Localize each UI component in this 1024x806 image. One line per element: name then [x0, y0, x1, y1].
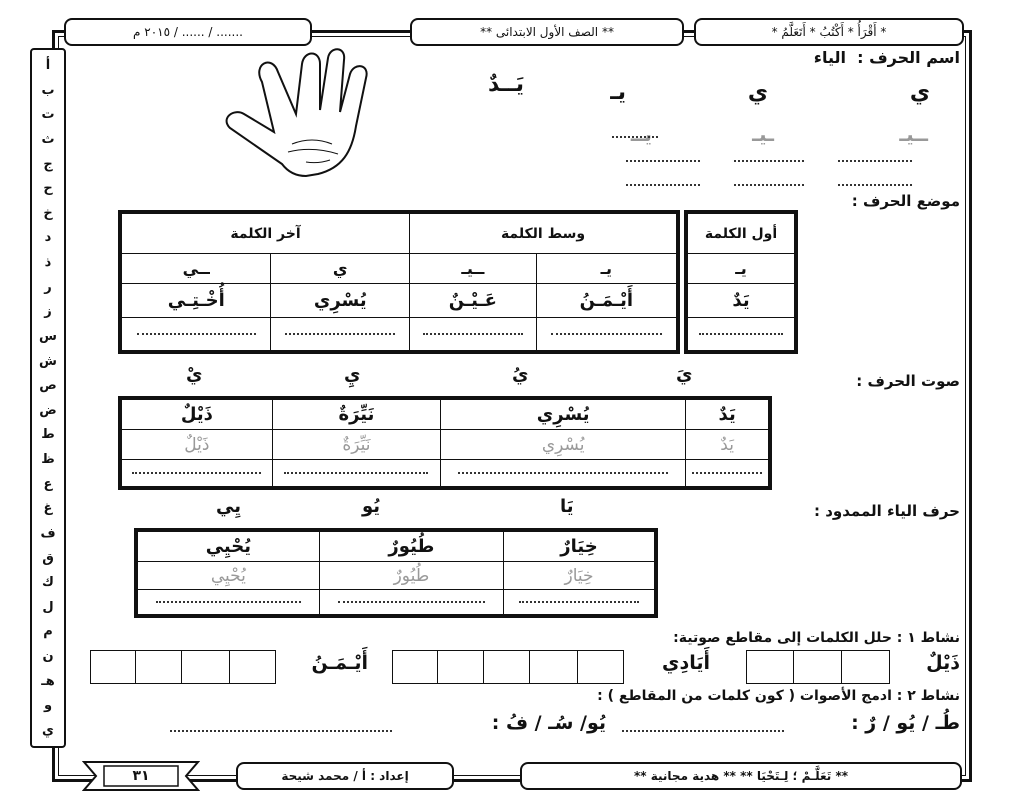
trace-medial-2: ـيـ: [752, 122, 774, 146]
alphabet-letter: ش: [39, 353, 57, 369]
author-pill: [236, 762, 454, 790]
activity1-word-3: أَيْـمَـنُ: [311, 652, 368, 674]
writing-cell: [441, 460, 686, 487]
motto-pill: [694, 18, 964, 46]
alphabet-letter: و: [43, 698, 53, 714]
alphabet-letter: ف: [40, 525, 56, 541]
first-letter: يـ: [688, 254, 795, 284]
madd-table: [134, 528, 658, 618]
syllable-box[interactable]: [392, 650, 438, 684]
activity1-word-1: ذَيْلٌ: [926, 652, 960, 674]
writing-line: [838, 184, 912, 186]
madd-mark-ya: يِي: [216, 496, 241, 517]
form-initial: يـ: [610, 80, 626, 105]
syllable-boxes-3: [90, 650, 276, 684]
sound-mark-kasra: يِ: [344, 364, 361, 385]
sound-label: صوت الحرف :: [856, 372, 960, 390]
madd-trace-3: يُحْيِي: [138, 562, 320, 590]
writing-cell: [504, 590, 655, 615]
middle-word-1: أَيْـمَـنُ: [536, 284, 676, 318]
answer-line: [170, 730, 392, 732]
syllable-boxes-2: [392, 650, 624, 684]
activity1-word-2: أَيَادِي: [662, 652, 710, 674]
syllable-box[interactable]: [530, 650, 578, 684]
middle-word-2: عَـيْـنٌ: [410, 284, 537, 318]
syllable-box[interactable]: [136, 650, 182, 684]
syllable-box[interactable]: [578, 650, 624, 684]
last-letter-1: ي: [271, 254, 410, 284]
alphabet-letter: ن: [42, 649, 54, 664]
form-example-word: يَــدٌ: [487, 72, 524, 97]
writing-cell: [686, 460, 769, 487]
alphabet-letter: ص: [39, 378, 57, 394]
writing-cell: [122, 460, 273, 487]
madd-mark-alif: يَا: [560, 496, 574, 517]
syllable-box[interactable]: [182, 650, 230, 684]
sound-trace-4: ذَيْلٌ: [122, 430, 273, 460]
sound-word-3: نَيِّرَةٌ: [272, 400, 440, 430]
grade-text: ** الصف الأول الابتدائى **: [480, 25, 614, 39]
syllable-box[interactable]: [230, 650, 276, 684]
alphabet-letter: هـ: [41, 673, 55, 689]
sound-mark-damma: يُ: [512, 364, 529, 385]
alphabet-letter: ت: [41, 107, 55, 123]
alphabet-letter: غ: [43, 501, 53, 517]
madd-word-1: خِيَارٌ: [504, 532, 655, 562]
writing-line: [612, 136, 658, 138]
alphabet-letter: ض: [39, 402, 57, 418]
alphabet-letter: خ: [43, 205, 53, 221]
sound-mark-sukun: يْ: [186, 364, 203, 385]
activity2-label: نشاط ٢ : ادمج الأصوات ( كون كلمات من المقاطع ) :: [597, 688, 960, 704]
alphabet-letter: ب: [41, 82, 55, 98]
writing-line: [626, 184, 700, 186]
writing-cell: [536, 318, 676, 351]
letter-name-label: اسم الحرف :: [857, 48, 960, 67]
letter-name-value: الياء: [813, 48, 846, 67]
last-letter-2: ــي: [122, 254, 271, 284]
position-table-middle-last: [118, 210, 680, 354]
alphabet-letter: ذ: [44, 255, 52, 270]
form-final: ي: [747, 80, 768, 105]
sound-mark-fatha: يَ: [676, 364, 693, 385]
middle-letter-2: ــيـ: [410, 254, 537, 284]
alphabet-letter: د: [44, 230, 52, 246]
position-label: موضع الحرف :: [851, 192, 960, 210]
madd-word-2: طُيُورٌ: [319, 532, 503, 562]
position-table-first: [684, 210, 798, 354]
slogan-pill: [520, 762, 962, 790]
activity1-label: نشاط ١ : حلل الكلمات إلى مقاطع صوتية:: [673, 630, 960, 646]
alphabet-letter: ز: [44, 304, 52, 320]
writing-cell: [688, 318, 795, 351]
last-word-2: أُخْـتِـي: [122, 284, 271, 318]
date-pill: [64, 18, 312, 46]
middle-letter-1: يـ: [536, 254, 676, 284]
hand-illustration: [222, 44, 392, 184]
header-last: آخر الكلمة: [122, 214, 410, 254]
alphabet-letter: ل: [42, 599, 54, 615]
writing-cell: [410, 318, 537, 351]
madd-label: حرف الياء الممدود :: [813, 502, 960, 520]
syllable-box[interactable]: [438, 650, 484, 684]
writing-line: [734, 160, 804, 162]
alphabet-letter: ظ: [41, 452, 55, 467]
sound-trace-3: نَيِّرَةٌ: [272, 430, 440, 460]
syllable-box[interactable]: [484, 650, 530, 684]
header-middle: وسط الكلمة: [410, 214, 677, 254]
alphabet-letter: ر: [44, 279, 52, 295]
syllable-box[interactable]: [794, 650, 842, 684]
first-word: يَدٌ: [688, 284, 795, 318]
slogan-text: ** تَعَلَّـمْ ؛ لِـتَحْيَا ** ** هدية مجانية **: [634, 769, 848, 783]
writing-cell: [272, 460, 440, 487]
motto-text: * أَقْرَأُ * أَكْتُبُ * أَتَعَلَّمُ *: [771, 25, 887, 39]
last-word-1: يُسْرِي: [271, 284, 410, 318]
alphabet-letter: أ: [45, 58, 51, 73]
header-first: أول الكلمة: [688, 214, 795, 254]
alphabet-letter: س: [39, 328, 57, 344]
alphabet-letter: ج: [43, 156, 53, 172]
activity2-group-2: يُو/ سُـ / فُ :: [491, 712, 606, 734]
sound-word-4: ذَيْلٌ: [122, 400, 273, 430]
author-text: إعداد : أ / محمد شيحة: [281, 769, 409, 783]
alphabet-letter: ث: [41, 131, 55, 147]
sound-trace-1: يَدٌ: [686, 430, 769, 460]
madd-trace-2: طُيُورٌ: [319, 562, 503, 590]
writing-line: [626, 160, 700, 162]
alphabet-letter: ي: [42, 722, 54, 738]
trace-initial: يــ: [630, 122, 652, 146]
answer-line: [622, 730, 784, 732]
page-number: ٣١: [132, 768, 150, 784]
sound-word-1: يَدٌ: [686, 400, 769, 430]
writing-line: [838, 160, 912, 162]
sound-trace-2: يُسْرِي: [441, 430, 686, 460]
alphabet-letter: م: [43, 624, 53, 640]
writing-cell: [319, 590, 503, 615]
madd-word-3: يُحْيِي: [138, 532, 320, 562]
syllable-box[interactable]: [90, 650, 136, 684]
sound-table: [118, 396, 772, 490]
syllable-box[interactable]: [746, 650, 794, 684]
activity2-group-1: طُـ / يُو / رٌ :: [851, 712, 960, 734]
alphabet-letter: ع: [43, 476, 53, 492]
writing-cell: [271, 318, 410, 351]
date-text: ....... / ...... / ٢٠١٥ م: [133, 25, 243, 39]
trace-medial-1: ــيـ: [899, 122, 928, 146]
grade-pill: [410, 18, 684, 46]
alphabet-letter: ح: [43, 181, 53, 197]
syllable-box[interactable]: [842, 650, 890, 684]
alphabet-column: [30, 48, 66, 748]
writing-cell: [138, 590, 320, 615]
alphabet-letter: ك: [42, 575, 54, 591]
writing-cell: [122, 318, 271, 351]
alphabet-letter: ط: [41, 427, 55, 443]
writing-line: [734, 184, 804, 186]
madd-mark-waw: يُو: [362, 496, 381, 517]
syllable-boxes-1: [746, 650, 890, 684]
sound-word-2: يُسْرِي: [441, 400, 686, 430]
alphabet-letter: ق: [42, 550, 54, 566]
form-isolated: ي: [909, 80, 930, 105]
madd-trace-1: خِيَارٌ: [504, 562, 655, 590]
